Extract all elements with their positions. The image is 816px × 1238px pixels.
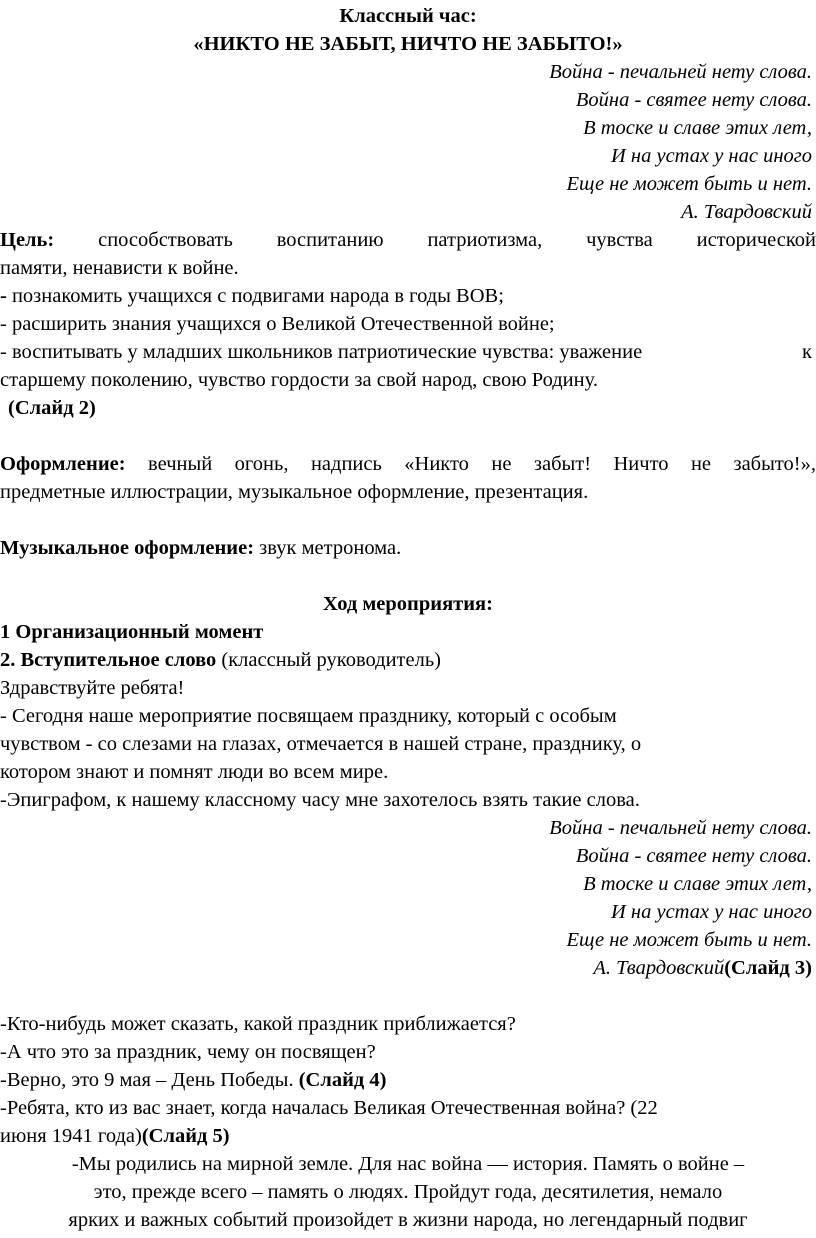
epigraph-line: Война - святее нету слова. [575, 845, 812, 867]
epigraph-line: И на устах у нас иного [611, 901, 812, 923]
epigraph-author: А. Твардовский [681, 201, 812, 223]
goal-item-word: к [802, 341, 812, 363]
goal-item: - расширить знания учащихся о Великой Отечественной войне; [0, 313, 555, 335]
paragraph-line: июня 1941 года) [0, 1125, 142, 1147]
design-text: вечный огонь, надпись «Никто не забыт! Ничто не забыто!», [148, 453, 816, 475]
slide-ref: (Слайд 4) [298, 1069, 387, 1091]
epigraph-line: Война - святее нету слова. [575, 89, 812, 111]
goal-text-cont: памяти, ненависти к войне. [0, 257, 239, 279]
paragraph-line: чувством - со слезами на глазах, отмечается в нашей стране, празднику, о [0, 733, 642, 755]
step-note: (классный руководитель) [221, 649, 442, 671]
goal-label: Цель: [0, 229, 55, 251]
epigraph-line: Еще не может быть и нет. [566, 929, 812, 951]
design-label: Оформление: [0, 453, 126, 475]
paragraph-line: котором знают и помнят люди во всем мире. [0, 761, 389, 783]
music-label: Музыкальное оформление: [0, 537, 255, 559]
epigraph-line: В тоске и славе этих лет, [583, 117, 812, 139]
slide-ref: (Слайд 5) [141, 1125, 230, 1147]
paragraph-line: -Ребята, кто из вас знает, когда началась Великая Отечественная война? (22 [0, 1097, 658, 1119]
goal-item: познакомить учащихся с подвигами народа в годы ВОВ; [11, 285, 504, 307]
course-title: Ход мероприятия: [323, 593, 493, 615]
paragraph-line: -Кто-нибудь может сказать, какой праздник приближается? [0, 1013, 516, 1035]
epigraph-line: Война - печальней нету слова. [549, 817, 812, 839]
paragraph-line: Здравствуйте ребята! [0, 677, 185, 699]
paragraph-line: -Мы родились на мирной земле. Для нас война — история. Память о войне – [71, 1153, 745, 1175]
paragraph-line: ярких и важных событий произойдет в жизни народа, но легендарный подвиг [68, 1209, 748, 1231]
music-section [0, 534, 816, 562]
goal-item-cont: старшему поколению, чувство гордости за свой народ, свою Родину. [0, 369, 598, 391]
epigraph-line: Еще не может быть и нет. [566, 173, 812, 195]
slide-ref: (Слайд 2) [8, 397, 96, 419]
paragraph-line: -Эпиграфом, к нашему классному часу мне захотелось взять такие слова. [0, 789, 640, 811]
goal-item: - воспитывать у младших школьников патриотические чувства: уважение [0, 341, 643, 363]
goal-text: способствовать воспитанию патриотизма, чувства исторической [98, 229, 816, 251]
epigraph-line: И на устах у нас иного [611, 145, 812, 167]
event-type-label: Классный час: [339, 5, 477, 27]
slide-ref: (Слайд 3) [724, 957, 812, 979]
epigraph-line: В тоске и славе этих лет, [583, 873, 812, 895]
step-heading: 1 Организационный момент [0, 621, 264, 643]
paragraph-line: -А что это за праздник, чему он посвящен? [0, 1041, 376, 1063]
paragraph-line: -Верно, это 9 мая – День Победы. [0, 1069, 294, 1091]
goal-item-dash: - [0, 285, 7, 307]
document-title: «НИКТО НЕ ЗАБЫТ, НИЧТО НЕ ЗАБЫТО!» [193, 33, 623, 55]
design-text-cont: предметные иллюстрации, музыкальное оформление, презентация. [0, 481, 589, 503]
epigraph-line: Война - печальней нету слова. [549, 61, 812, 83]
music-text: звук метронома. [259, 537, 402, 559]
epigraph-author: А. Твардовский [593, 957, 725, 979]
paragraph-line: - Сегодня наше мероприятие посвящаем празднику, который с особым [0, 705, 617, 727]
paragraph-line: это, прежде всего – память о людях. Пройдут года, десятилетия, немало [93, 1181, 723, 1203]
step-heading: 2. Вступительное слово [0, 649, 217, 671]
